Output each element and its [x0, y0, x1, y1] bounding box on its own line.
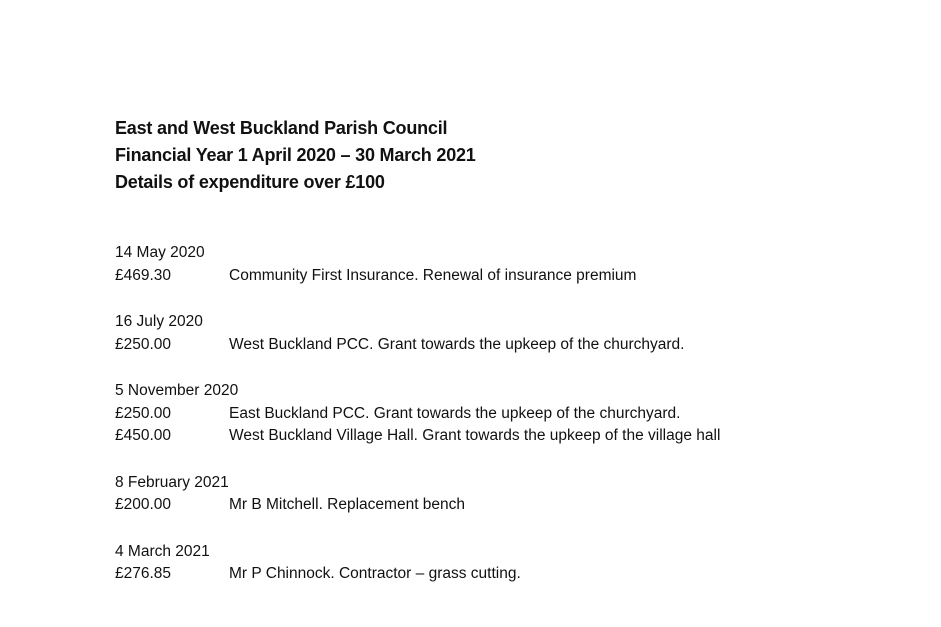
- council-name: East and West Buckland Parish Council: [115, 118, 448, 138]
- payment-amount: £276.85: [115, 565, 172, 582]
- expenditure-item: [115, 334, 915, 357]
- payment-description: Mr B Mitchell. Replacement bench: [229, 496, 466, 513]
- payment-date: 14 May 2020: [115, 244, 205, 261]
- expenditure-subtitle: Details of expenditure over £100: [115, 172, 385, 192]
- payment-description: Mr P Chinnock. Contractor – grass cutting.: [229, 565, 521, 582]
- expenditure-list: [115, 242, 915, 586]
- expenditure-item: [115, 265, 915, 288]
- expenditure-item: [115, 563, 915, 586]
- payment-description: East Buckland PCC. Grant towards the upkeep of the churchyard.: [229, 404, 681, 422]
- payment-date: 8 February 2021: [115, 473, 229, 491]
- payment-description: West Buckland PCC. Grant towards the upkeep of the churchyard.: [229, 335, 685, 353]
- payment-amount: £200.00: [115, 496, 172, 513]
- payment-date: 4 March 2021: [115, 542, 210, 560]
- financial-year: Financial Year 1 April 2020 – 30 March 2021: [115, 145, 476, 165]
- payment-description: West Buckland Village Hall. Grant towards the upkeep of the village hall: [229, 427, 721, 444]
- expenditure-item: [115, 494, 915, 517]
- payment-date: 16 July 2020: [115, 313, 203, 330]
- payment-description: Community First Insurance. Renewal of insurance premium: [229, 266, 637, 284]
- payment-amount: £469.30: [115, 266, 172, 284]
- expenditure-group: [115, 242, 915, 287]
- expenditure-document: [115, 115, 915, 586]
- expenditure-group: [115, 311, 915, 356]
- expenditure-group: [115, 541, 915, 586]
- payment-amount: £250.00: [115, 404, 172, 422]
- expenditure-group: [115, 472, 915, 517]
- payment-amount: £450.00: [115, 427, 172, 444]
- payment-amount: £250.00: [115, 335, 172, 353]
- expenditure-item: [115, 403, 915, 426]
- expenditure-item: [115, 425, 915, 448]
- document-title: [115, 115, 915, 196]
- expenditure-group: [115, 380, 915, 448]
- payment-date: 5 November 2020: [115, 382, 239, 399]
